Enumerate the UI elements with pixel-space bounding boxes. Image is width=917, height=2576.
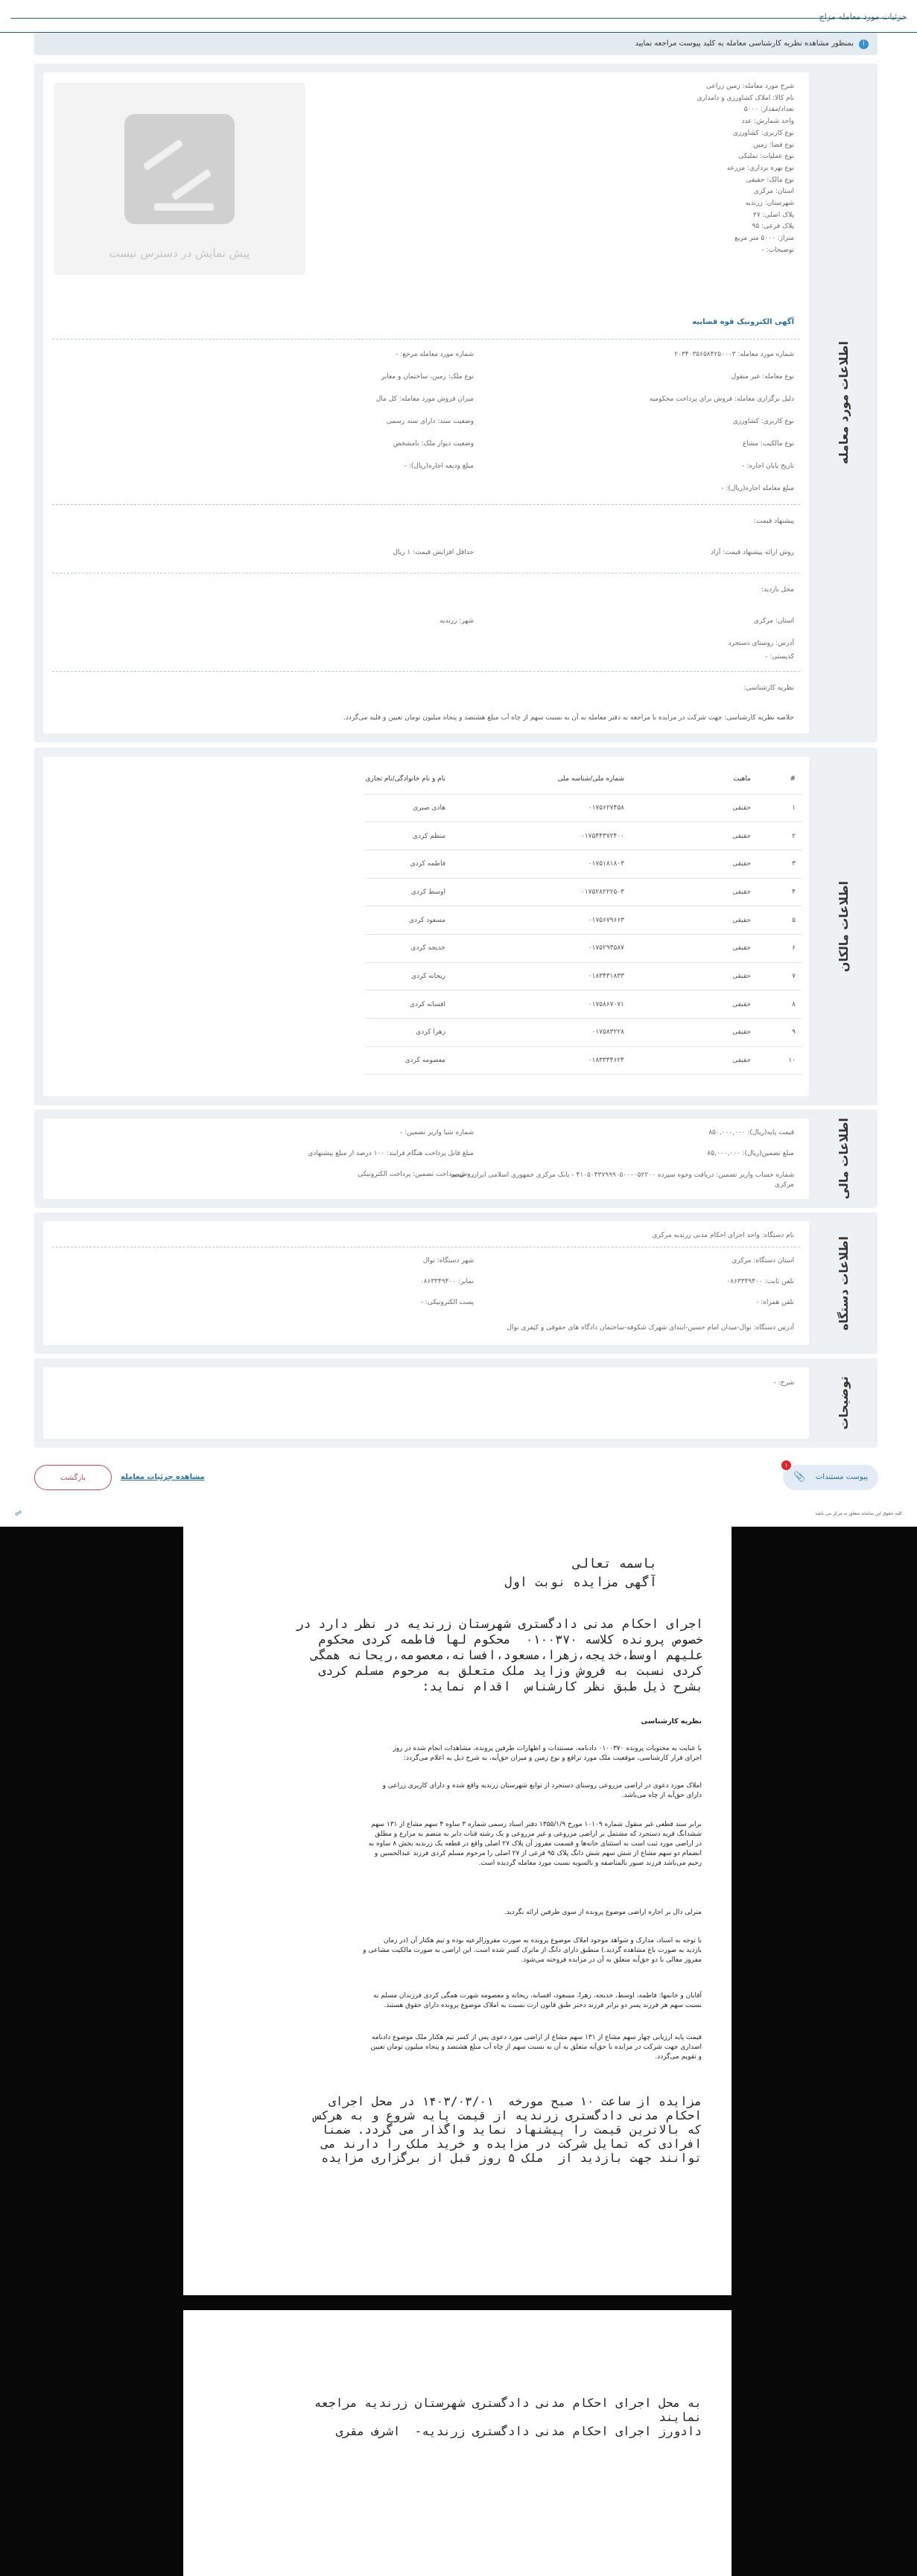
doc-text: مترلی دال بر اجاره اراضی موضوع پرونده از سوی طرفین ارائه نگردید.	[504, 1909, 702, 1916]
expert-summary: خلاصه نظریه کارشناسی: جهت شرکت در مزایده با مراجعه به دفتر معامله به آن به نسبت سهم از چاه آب مبلغ هشتصد و پنجاه میلیون تومان تعیین و قلیه می‌گردد.	[343, 714, 794, 722]
table-cell: ۸	[757, 990, 802, 1019]
wall-status: وضعیت دیوار ملک: نامشخص	[393, 440, 474, 448]
table-cell: ۰۱۷۵۲۸۲۲۲۵۰۳	[451, 878, 630, 906]
table-cell: ۹	[757, 1019, 802, 1047]
table-cell: ۰۱۷۵۶۲۷۴۵۸	[451, 794, 630, 822]
footer-bar	[0, 1510, 917, 1518]
device-section-title: اطلاعات دستگاه	[836, 1235, 851, 1331]
detail-item: واحد شمارش: عدد	[741, 118, 794, 126]
lease-end-date: تاریخ پایان اجاره: -	[742, 462, 794, 470]
table-cell: حقیقی	[630, 794, 757, 822]
device-section	[34, 1212, 878, 1354]
table-cell: ۳	[757, 850, 802, 878]
table-cell: هادی صبری	[366, 794, 451, 822]
info-icon: i	[859, 39, 869, 49]
description-section	[34, 1358, 878, 1448]
header-divider	[10, 18, 907, 19]
table-cell: ۵	[757, 906, 802, 935]
table-cell: فاطمه کردی	[366, 850, 451, 878]
property-type: نوع ملک: زمین، ساختمان و معابر	[381, 373, 474, 381]
offer-title: پیشنهاد قیمت:	[754, 518, 794, 525]
back-button[interactable]	[34, 1465, 112, 1490]
detail-item: شرح مورد معامله: زمین زراعی	[706, 83, 794, 90]
table-cell: مسعود کردی	[366, 906, 451, 935]
table-cell: اوسط کردی	[366, 878, 451, 906]
table-cell: ۰۱۸۳۴۳۱۸۳۳	[451, 962, 630, 990]
device-body	[43, 1221, 809, 1345]
visit-province: استان: مرکزی	[753, 617, 794, 625]
device-fax: نمابر: ۰۸۶۳۳۴۹۴۰۰	[419, 1278, 474, 1285]
table-cell: ۱	[757, 794, 802, 822]
table-row	[366, 878, 802, 906]
table-cell: زهرا کردی	[366, 1019, 451, 1047]
column-header: شماره ملی/شناسه ملی	[451, 764, 630, 794]
attachments-button-label: پیوست مستندات	[815, 1473, 868, 1481]
description-body	[43, 1367, 809, 1439]
transaction-section	[34, 63, 878, 742]
table-cell: ۰۱۸۳۳۴۴۶۲۴	[451, 1046, 630, 1075]
device-address: آدرس دستگاه: نوال-میدان امام حسین-ابتدای شهرک شکوفه-ساختمان دادگاه های حقوقی و کیفری نوال	[507, 1324, 794, 1332]
table-row	[366, 822, 802, 850]
table-cell: ۰۱۷۵۲۹۳۵۸۷	[451, 934, 630, 962]
finance-section	[34, 1110, 878, 1208]
doc-paragraph: به محل اجرای احکام مدنی دادگستری شهرستان زرندیه مراجعه نمایند دادورز اجرای احکام مدنی دادگستری زرندیه- اشرف مقری	[314, 2396, 702, 2438]
detail-item: شهرستان: زرندیه	[745, 200, 794, 207]
detail-item: توضیحات: -	[761, 246, 794, 254]
owners-table	[366, 764, 802, 1075]
divider	[52, 671, 800, 672]
paperclip-icon: 📎	[793, 1472, 806, 1483]
offer-method: روش ارائه پیشنهاد قیمت: آزاد	[710, 549, 794, 556]
table-cell: ۰۱۷۵۸۶۷۰۷۱	[451, 990, 630, 1019]
column-header: #	[757, 764, 802, 794]
owners-body	[43, 757, 809, 1096]
divider	[52, 339, 800, 340]
table-row	[366, 1046, 802, 1075]
device-city: شهر دستگاه: نوال	[422, 1257, 474, 1265]
table-header-row	[366, 764, 802, 794]
expert-title: نظریه کارشناسی:	[743, 684, 794, 692]
table-cell: حقیقی	[630, 1019, 757, 1047]
table-row	[366, 934, 802, 962]
doc-heading: باسمه تعالی	[573, 1556, 657, 1571]
table-cell: حقیقی	[630, 878, 757, 906]
device-mobile: تلفن همراه: -	[755, 1299, 794, 1306]
visit-address: آدرس: روستای دستجرد	[728, 640, 794, 647]
guarantee-amount: مبلغ تضمین(ریال): ۸۵,۰۰۰,۰۰۰	[707, 1150, 794, 1157]
detail-item: نوع بهره برداری: مزرعه	[726, 164, 794, 172]
detail-item: نوع کاربری: کشاورزی	[732, 129, 794, 137]
doc-section-title: نظریه کارشناسی	[641, 1717, 702, 1726]
table-row	[366, 962, 802, 990]
doc-text: با توجه به اسناد، مدارک و شواهد موجود املاک موضوع پرونده به صورت مفروزالرعیه بوده و تیم هکتار آن (در زمان بازدید به صورت باغ مشاهده گردید.) منطبق دارای دانگ از ماترک کسر شده است. این اراضی به صورت مالکیت مشاعی و مفروز معالی با دو حق‌آبه متعلق به آن در مزایده فروخته می‌شود.	[363, 1937, 702, 1964]
owners-section-header	[809, 748, 878, 1105]
detail-item: نوع فضا: زمین	[753, 141, 794, 149]
page-title: جزئیات مورد معامله مزاج	[819, 12, 907, 22]
detail-item: نام کالا: املاک کشاورزی و دامداری	[697, 94, 794, 102]
description-text: شرح: -	[773, 1379, 794, 1387]
attachments-count-badge: ۱	[781, 1460, 791, 1470]
table-row	[366, 850, 802, 878]
transaction-type: نوع معامله: غیر منقول	[731, 373, 794, 381]
table-cell: ۶	[757, 934, 802, 962]
doc-text: آقایان و خانمها: فاطمه، اوسط، خدیجه، زهرا، مسعود، افسانه، ریحانه و معصومه شهرت همگی کردی فرزندان مسلم به نسبت سهم هر فرزند پسر دو برابر فرزند دختر طبق قانون ارث نسبت به املاک موضوع پرونده دارای حقوق هستند.	[373, 1992, 702, 2009]
device-email: پست الکترونیکی: -	[420, 1299, 474, 1306]
table-row	[366, 1019, 802, 1047]
lease-amount: مبلغ معامله اجاره(ریال): -	[721, 485, 794, 492]
visit-location-title: محل بازدید:	[761, 586, 794, 594]
detail-item: نوع عملیات: تملیکی	[738, 153, 794, 161]
top-header	[0, 0, 917, 33]
guarantee-shaba: شماره شبا واریز تضمین: -	[399, 1129, 474, 1136]
doc-paragraph: مزایده از ساعت ۱۰ صبح مورخه ۱۴۰۳/۰۳/۰۱ در محل اجرای احکام مدنی دادگستری زرندیه از قیمت پایه شروع و به هرکس که بالاترین قیمت را پیشنهاد نماید واگذار می گردد. ضمنا افرادی که تمایل شرکت در مزایده و خرید ملک را دارند می توانند جهت بازدید از ملک ۵ روز قبل از برگزاری مزایده	[314, 2094, 702, 2165]
attachment-notice	[34, 33, 878, 55]
table-cell: ۲	[757, 822, 802, 850]
finance-body	[43, 1119, 809, 1199]
detail-item: نوع مالک: حقیقی	[746, 176, 794, 184]
divider	[52, 504, 800, 505]
table-cell: حقیقی	[630, 850, 757, 878]
table-cell: ۷	[757, 962, 802, 990]
device-province: استان دستگاه: مرکزی	[732, 1257, 794, 1265]
guarantee-account: شماره حساب واریز تضمین: دریافت وجوه سپرده ۴۱۰۵۰۴۳۷۹۹۹۰۵۰۰۰۰۵۲۲۰۰ - بانک مرکزی جمهوری اسلامی ایران - شعبه مرکزی	[451, 1171, 794, 1189]
doc-paragraph: اجرای احکام مدنی دادگستری شهرستان زرندیه در نظر دارد در خصوص پرونده کلاسه ۰۱۰۰۳۷۰ محکوم لها فاطمه کردی محکوم علیهم اوسط،خدیجه،زهرا،مسعود،افسانه،معصومه،ریحانه همگی کردی نسبت به فروش وزاید ملک متعلق به مرحوم مسلم کردی بشرح ذیل طبق نظر کارشناس اقدام نماید:	[296, 1617, 703, 1694]
transaction-section-header	[809, 63, 878, 742]
table-cell: حقیقی	[630, 990, 757, 1019]
table-cell: حقیقی	[630, 906, 757, 935]
table-cell: ریحانه کردی	[366, 962, 451, 990]
doc-text: قیمت پایه ارزیابی چهار سهم مشاع از ۱۳۱ سهم مشاع از اراضی مورد دعوی پس از کسر تیم هکتار ملک موضوع دادنامه اصداری جهت شرکت در مزایده با حق‌آبه متعلق به آن به نسبت سهم از چاه آب مبلغ هشتصد و پنجاه میلیون تومان تعیین و تقویم می‌گردد.	[370, 2034, 702, 2061]
column-header: نام و نام خانوادگی/نام تجاری	[366, 764, 451, 794]
finance-section-header	[809, 1110, 878, 1208]
table-cell: ۰۱۷۵۶۷۹۶۶۳	[451, 906, 630, 935]
table-cell: ۴	[757, 878, 802, 906]
usage-type: نوع کاربری: کشاورزی	[732, 418, 794, 425]
sale-reason: دلیل برگزاری معامله: فروش برای پرداخت محکومیه	[649, 395, 794, 403]
device-section-header	[809, 1212, 878, 1354]
table-cell: حقیقی	[630, 822, 757, 850]
doc-text: املاک مورد دعوی در اراضی مزروعی روستای دستجرد از توابع شهرستان زرندیه واقع شده و دارای کاربری زراعی و دارای حق‌آبه از چاه می‌باشد.	[382, 1782, 702, 1799]
table-cell: ۰۱۷۵۴۴۳۷۲۴۰۰	[451, 822, 630, 850]
preview-thumbnail	[54, 83, 305, 275]
table-cell: حقیقی	[630, 962, 757, 990]
column-header: ماهیت	[630, 764, 757, 794]
transaction-section-title: اطلاعات مورد معامله	[836, 341, 851, 465]
table-cell: ۱۰	[757, 1046, 802, 1075]
sale-share: میزان فروش مورد معامله: کل مال	[375, 395, 474, 403]
owners-section	[34, 748, 878, 1105]
table-cell: ۰۱۷۵۱۸۱۸۰۳	[451, 850, 630, 878]
document-page	[183, 1527, 732, 2295]
preview-unavailable-caption: پیش نمایش در دسترس نیست	[109, 247, 250, 260]
attachments-button[interactable]	[783, 1462, 878, 1490]
document-page	[183, 2310, 732, 2576]
detail-item: پلاک اصلی: ۲۷	[753, 211, 794, 219]
device-name: نام دستگاه: واحد اجرای احکام مدنی زرندیه مرکزی	[652, 1232, 794, 1239]
reference-id: شماره مورد معامله مرجع: -	[396, 351, 474, 358]
detail-item: استان: مرکزی	[753, 188, 794, 196]
table-row	[366, 906, 802, 935]
description-section-header	[809, 1358, 878, 1448]
deed-status: وضعیت سند: دارای سند رسمی	[386, 418, 474, 425]
payable-percent: مبلغ قابل پرداخت هنگام فرایند: ۱۰۰ درصد از مبلغ پیشنهادی	[308, 1150, 474, 1157]
footer-text: کلیه حقوق این سامانه متعلق به مرکز می باشد	[815, 1511, 902, 1516]
judiciary-notice-link[interactable]: آگهی الکترونیک قوه قضاییه	[692, 318, 794, 326]
detail-item: پلاک فرعی: ۹۵	[752, 223, 794, 231]
document-viewer[interactable]	[0, 1527, 917, 2576]
table-row	[366, 990, 802, 1019]
payment-method: روش پرداخت تضمین: پرداخت الکترونیکی	[358, 1171, 474, 1178]
back-button-label: بازگشت	[60, 1474, 86, 1482]
doc-text: با عنایت به محتویات پرونده ۰۱۰۰۳۷۰ دادنامه، مستندات و اظهارات طرفین پرونده، مشاهدات انجام شده در روز اجرای قرار کارشناسی، موقعیت ملک مورد ترافع و نوع زمین و میزان حق‌آبه، به شرح ذیل به اعلام می‌گردد:	[393, 1745, 702, 1762]
doc-subheading: آگهی مزایده نوبت اول	[504, 1575, 657, 1590]
table-cell: افسانه کردی	[366, 990, 451, 1019]
visit-postal-code: کدپستی: -	[765, 653, 794, 661]
owners-section-title: اطلاعات مالکان	[836, 880, 851, 973]
gavel-icon	[124, 114, 235, 224]
doc-text: برابر سند قطعی غیر منقول شماره ۱۰۱۰۹ مورخ ۱۳۵۵/۱/۹ دفتر اسناد رسمی شماره ۳ ساوه ۴ سهم مشاع از ۱۳۱ سهم ششدانگ قریه دستجرد که مشتمل بر اراضی مزروعی و غیر مزروعی و یک رشته قنات دایر به منضم به مزارع و مطلق در اراضی مورد ثبت است به استثنای خانه‌ها و قسمت مفروز آن پلاک ۲۷ اصلی واقع در قطعه یک زرندیه بخش ۸ ساوه به انضمام دو سهم مشاع از شش سهم شش دانگ پلاک ۹۵ فرعی از ۲۷ اصلی را مرحوم مسلم کردی فرزند عبدالحسین و رحیم می‌باشد فرزند صبور بالمناصفه و بالسویه نسبت مورد معامله گردیده است.	[368, 1821, 702, 1867]
transaction-id: شماره مورد معامله: ۲۰۳۴۰۳۵۶۵۸۴۲۵۰۰۰۳	[674, 351, 794, 358]
lease-deposit: مبلغ ودیعه اجاره(ریال): -	[404, 462, 474, 470]
min-increase: حداقل افزایش قیمت: ۱ ریال	[393, 549, 474, 556]
base-price: قیمت پایه(ریال): ۸۵۰,۰۰۰,۰۰۰	[708, 1129, 794, 1136]
table-cell: حقیقی	[630, 934, 757, 962]
table-row	[366, 794, 802, 822]
table-cell: منظم کردی	[366, 822, 451, 850]
view-details-link[interactable]: مشاهده جزئیات معامله	[121, 1473, 205, 1481]
finance-section-title: اطلاعات مالی	[836, 1118, 851, 1200]
notice-text: بمنظور مشاهده نظریه کارشناسی معامله به کلید پیوست مراجعه نمایید	[635, 39, 854, 48]
logo-icon: ☍	[15, 1510, 22, 1518]
table-cell: ۰۱۷۵۸۳۲۲۸	[451, 1019, 630, 1047]
table-cell: خدیجه کردی	[366, 934, 451, 962]
description-section-title: توضیحات	[836, 1376, 851, 1430]
transaction-body	[43, 72, 809, 734]
table-cell: حقیقی	[630, 1046, 757, 1075]
table-cell: معصومه کردی	[366, 1046, 451, 1075]
detail-item: متراژ: ۵۰۰۰ متر مربع	[734, 235, 794, 243]
device-phone: تلفن ثابت: ۰۸۶۳۳۴۹۴۰۰	[726, 1278, 794, 1285]
ownership-type: نوع مالکیت: مشاع	[742, 440, 794, 448]
detail-item: تعداد/مقدار: ۵۰۰۰	[743, 106, 794, 114]
visit-city: شهر: زرندیه	[440, 617, 474, 625]
